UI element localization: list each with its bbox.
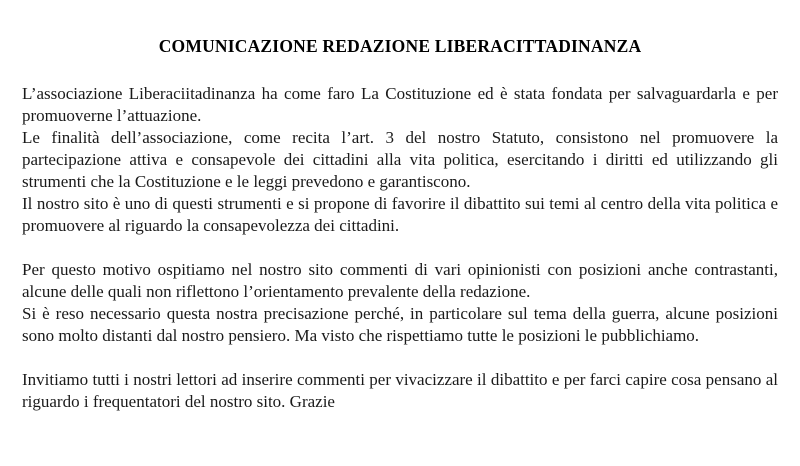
paragraph-block-precisazione xyxy=(22,259,778,347)
paragraph: Per questo motivo ospitiamo nel nostro sito commenti di vari opinionisti con posizioni anche contrastanti, alcune delle quali non riflettono l’orientamento prevalente della redazione. xyxy=(22,260,778,301)
paragraph-block-intro xyxy=(22,83,778,237)
paragraph: Invitiamo tutti i nostri lettori ad inserire commenti per vivacizzare il dibattito e per farci capire cosa pensano al riguardo i frequentatori del nostro sito. Grazie xyxy=(22,370,778,411)
paragraph: Si è reso necessario questa nostra precisazione perché, in particolare sul tema della guerra, alcune posizioni sono molto distanti dal nostro pensiero. Ma visto che rispettiamo tutte le posizioni le pubblichiamo. xyxy=(22,304,778,345)
paragraph: Il nostro sito è uno di questi strumenti e si propone di favorire il dibattito sui temi al centro della vita politica e promuovere al riguardo la consapevolezza dei cittadini. xyxy=(22,194,778,235)
paragraph-block-invito xyxy=(22,369,778,413)
paragraph: Le finalità dell’associazione, come recita l’art. 3 del nostro Statuto, consistono nel promuovere la partecipazione attiva e consapevole dei cittadini alla vita politica, esercitando i diritti ed utilizzando gli strumenti che la Costituzione e le leggi prevedono e garantiscono. xyxy=(22,128,778,191)
page-title: COMUNICAZIONE REDAZIONE LIBERACITTADINANZA xyxy=(158,36,642,56)
paragraph: L’associazione Liberaciitadinanza ha come faro La Costituzione ed è stata fondata per salvaguardarla e per promuoverne l’attuazione. xyxy=(22,84,778,125)
